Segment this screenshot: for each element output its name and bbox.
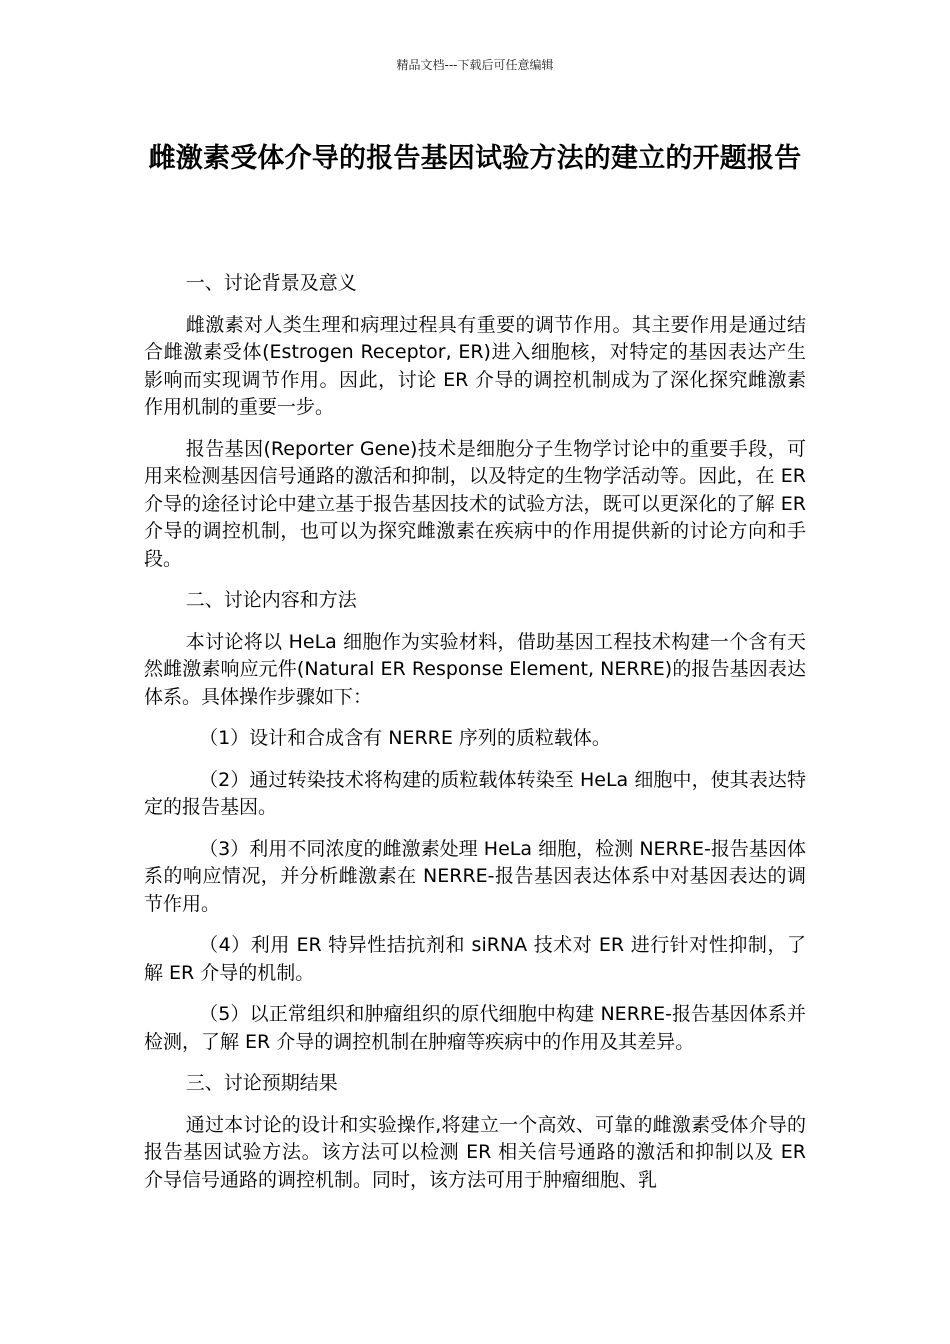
method-step-4: （4）利用 ER 特异性拮抗剂和 siRNA 技术对 ER 进行针对性抑制，了解 ER 介导的机制。 bbox=[144, 934, 806, 984]
document-title: 雌激素受体介导的报告基因试验方法的建立的开题报告 bbox=[148, 143, 802, 174]
section-heading-background: 一、讨论背景及意义 bbox=[185, 272, 357, 294]
header-note: 精品文档---下载后可任意编辑 bbox=[396, 58, 554, 72]
paragraph-methods-intro: 本讨论将以 HeLa 细胞作为实验材料，借助基因工程技术构建一个含有天然雌激素响应元件(Natural ER Response Element, NERRE)的报告基因表达体系。具体操作步骤如下： bbox=[144, 630, 806, 708]
paragraph-background-1: 雌激素对人类生理和病理过程具有重要的调节作用。其主要作用是通过结合雌激素受体(Estrogen Receptor, ER)进入细胞核，对特定的基因表达产生影响而实现调节作用。因此，讨论 ER 介导的调控机制成为了深化探究雌激素作用机制的重要一步。 bbox=[144, 313, 806, 418]
document-body bbox=[144, 270, 806, 1208]
paragraph-background-2: 报告基因(Reporter Gene)技术是细胞分子生物学讨论中的重要手段，可用来检测基因信号通路的激活和抑制，以及特定的生物学活动等。因此，在 ER 介导的途径讨论中建立基于报告基因技术的试验方法，既可以更深化的了解 ER 介导的调控机制，也可以为探究雌激素在疾病中的作用提供新的讨论方向和手段。 bbox=[144, 437, 806, 570]
method-step-3: （3）利用不同浓度的雌激素处理 HeLa 细胞，检测 NERRE-报告基因体系的响应情况，并分析雌激素在 NERRE-报告基因表达体系中对基因表达的调节作用。 bbox=[144, 837, 806, 915]
paragraph-results-1: 通过本讨论的设计和实验操作,将建立一个高效、可靠的雌激素受体介导的报告基因试验方法。该方法可以检测 ER 相关信号通路的激活和抑制以及 ER 介导信号通路的调控机制。同时，该方法可用于肿瘤细胞、乳 bbox=[144, 1113, 806, 1191]
method-step-2: （2）通过转染技术将构建的质粒载体转染至 HeLa 细胞中，使其表达特定的报告基因。 bbox=[144, 768, 806, 818]
section-heading-methods: 二、讨论内容和方法 bbox=[185, 589, 357, 611]
method-step-1: （1）设计和合成含有 NERRE 序列的质粒载体。 bbox=[199, 727, 611, 749]
method-step-5: （5）以正常组织和肿瘤组织的原代细胞中构建 NERRE-报告基因体系并检测，了解 ER 介导的调控机制在肿瘤等疾病中的作用及其差异。 bbox=[144, 1003, 806, 1053]
section-heading-results: 三、讨论预期结果 bbox=[185, 1072, 338, 1094]
